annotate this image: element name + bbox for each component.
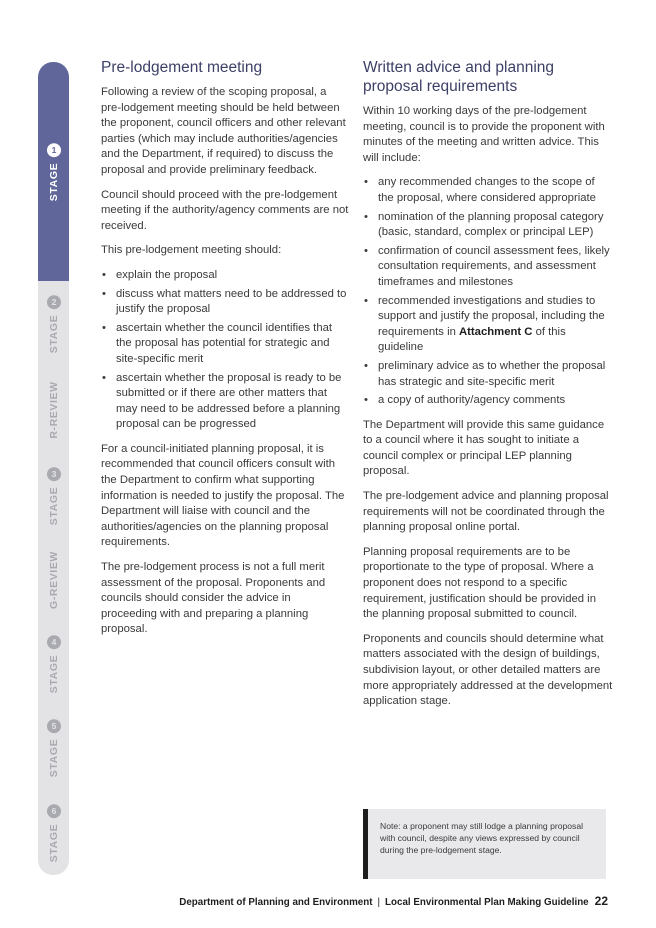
- note-text: Note: a proponent may still lodge a planning proposal with council, despite any views expressed by council during the pre-lodgement stage.: [380, 821, 584, 856]
- paragraph: The pre-lodgement advice and planning proposal requirements will not be coordinated through the planning proposal online portal.: [363, 490, 609, 534]
- list-item: • any recommended changes to the scope of the proposal, where considered appropriate: [363, 175, 613, 206]
- tab-number-badge: 3: [47, 466, 61, 480]
- paragraph: This pre-lodgement meeting should:: [101, 244, 282, 257]
- list-item: • confirmation of council assessment fees, likely consultation requirements, and assessment timeframes and milestones: [363, 244, 613, 291]
- list-item: • a copy of authority/agency comments: [363, 393, 613, 409]
- list-item-text: of this guideline: [378, 325, 566, 354]
- tab-label: G-REVIEW: [47, 551, 60, 609]
- tab-stage-4[interactable]: [38, 622, 69, 705]
- tab-number-badge: 2: [47, 295, 61, 309]
- tab-number-badge: 6: [47, 804, 61, 818]
- tab-label: STAGE: [47, 823, 60, 863]
- list-item: • discuss what matters need to be addressed to justify the proposal: [101, 287, 349, 318]
- tab-stage-3[interactable]: [38, 453, 69, 538]
- tab-label: STAGE: [47, 486, 60, 525]
- page-number: 22: [594, 894, 608, 908]
- tab-label: STAGE: [47, 314, 60, 354]
- attachment-c-reference: Attachment C: [459, 325, 533, 338]
- tab-label: STAGE: [47, 654, 60, 693]
- paragraph: Within 10 working days of the pre-lodgement meeting, council is to provide the proponent with minutes of the meeting and written advice. This will include:: [363, 105, 605, 164]
- note-box: [363, 809, 606, 879]
- tab-r-review[interactable]: [38, 367, 69, 453]
- tab-number-badge: 5: [47, 719, 61, 733]
- list-item: [363, 294, 613, 356]
- list-item-text: recommended investigations and studies to support and justify the proposal, including the requirements in: [378, 294, 605, 338]
- footer-separator: |: [377, 897, 381, 908]
- tab-number-badge: 1: [47, 142, 61, 156]
- tab-label: STAGE: [47, 162, 60, 201]
- paragraph: The Department will provide this same guidance to a council where it has sought to initiate a council complex or principal LEP planning proposal.: [363, 418, 605, 478]
- footer-department: Department of Planning and Environment: [179, 897, 373, 908]
- tab-number-badge: 4: [47, 634, 61, 648]
- tab-label: R-REVIEW: [47, 381, 60, 439]
- tab-stage-2[interactable]: [38, 281, 69, 367]
- list-item: • preliminary advice as to whether the proposal has strategic and site-specific merit: [363, 359, 613, 390]
- paragraph: Planning proposal requirements are to be proportionate to the type of proposal. Where a proponent does not respond to a specific requirement, justification should be provided in the planning proposal submitted to council.: [363, 545, 596, 621]
- tab-stage-1[interactable]: [38, 62, 69, 281]
- footer-guideline-title: Local Environmental Plan Making Guideline: [385, 897, 589, 908]
- paragraph: The pre-lodgement process is not a full merit assessment of the proposal. Proponents and councils should consider the advice in proceeding with and preparing a planning proposal.: [101, 561, 326, 636]
- left-column: [101, 58, 349, 647]
- paragraph: Council should proceed with the pre-lodgement meeting if the authority/agency comments are not received.: [101, 188, 349, 232]
- tab-g-review[interactable]: [38, 538, 69, 622]
- right-column: [363, 58, 613, 719]
- section-heading-written-advice: Written advice and planning proposal requirements: [363, 59, 555, 95]
- list-item: • explain the proposal: [101, 268, 349, 284]
- tab-label: STAGE: [47, 738, 60, 778]
- page-footer: [179, 894, 608, 908]
- list-item: • nomination of the planning proposal category (basic, standard, complex or principal LEP): [363, 210, 613, 241]
- paragraph: For a council-initiated planning proposal, it is recommended that council officers consult with the Department to confirm what supporting information is needed to justify the proposal. The Department will liaise with council and the authorities/agencies on the planning proposal requirements.: [101, 442, 345, 549]
- tab-stage-6[interactable]: [38, 791, 69, 875]
- list-item: • ascertain whether the council identifies that the proposal has potential for strategic and site-specific merit: [101, 321, 349, 368]
- list-item: • ascertain whether the proposal is ready to be submitted or if there are other matters that may need to be addressed before a planning proposal can be progressed: [101, 371, 349, 433]
- bullet-list: [363, 175, 613, 408]
- bullet-list: [101, 268, 349, 433]
- section-heading-pre-lodgement: Pre-lodgement meeting: [101, 59, 263, 76]
- tab-stage-5[interactable]: [38, 705, 69, 791]
- paragraph: Proponents and councils should determine what matters associated with the design of buildings, subdivision layout, or other detailed matters are more appropriately addressed at the development application stage.: [363, 632, 613, 708]
- paragraph: Following a review of the scoping proposal, a pre-lodgement meeting should be held between the proponent, council officers and other relevant parties (which may include authorities/agencies and the Department, if required) to discuss the proposal and provide preliminary feedback.: [101, 86, 346, 176]
